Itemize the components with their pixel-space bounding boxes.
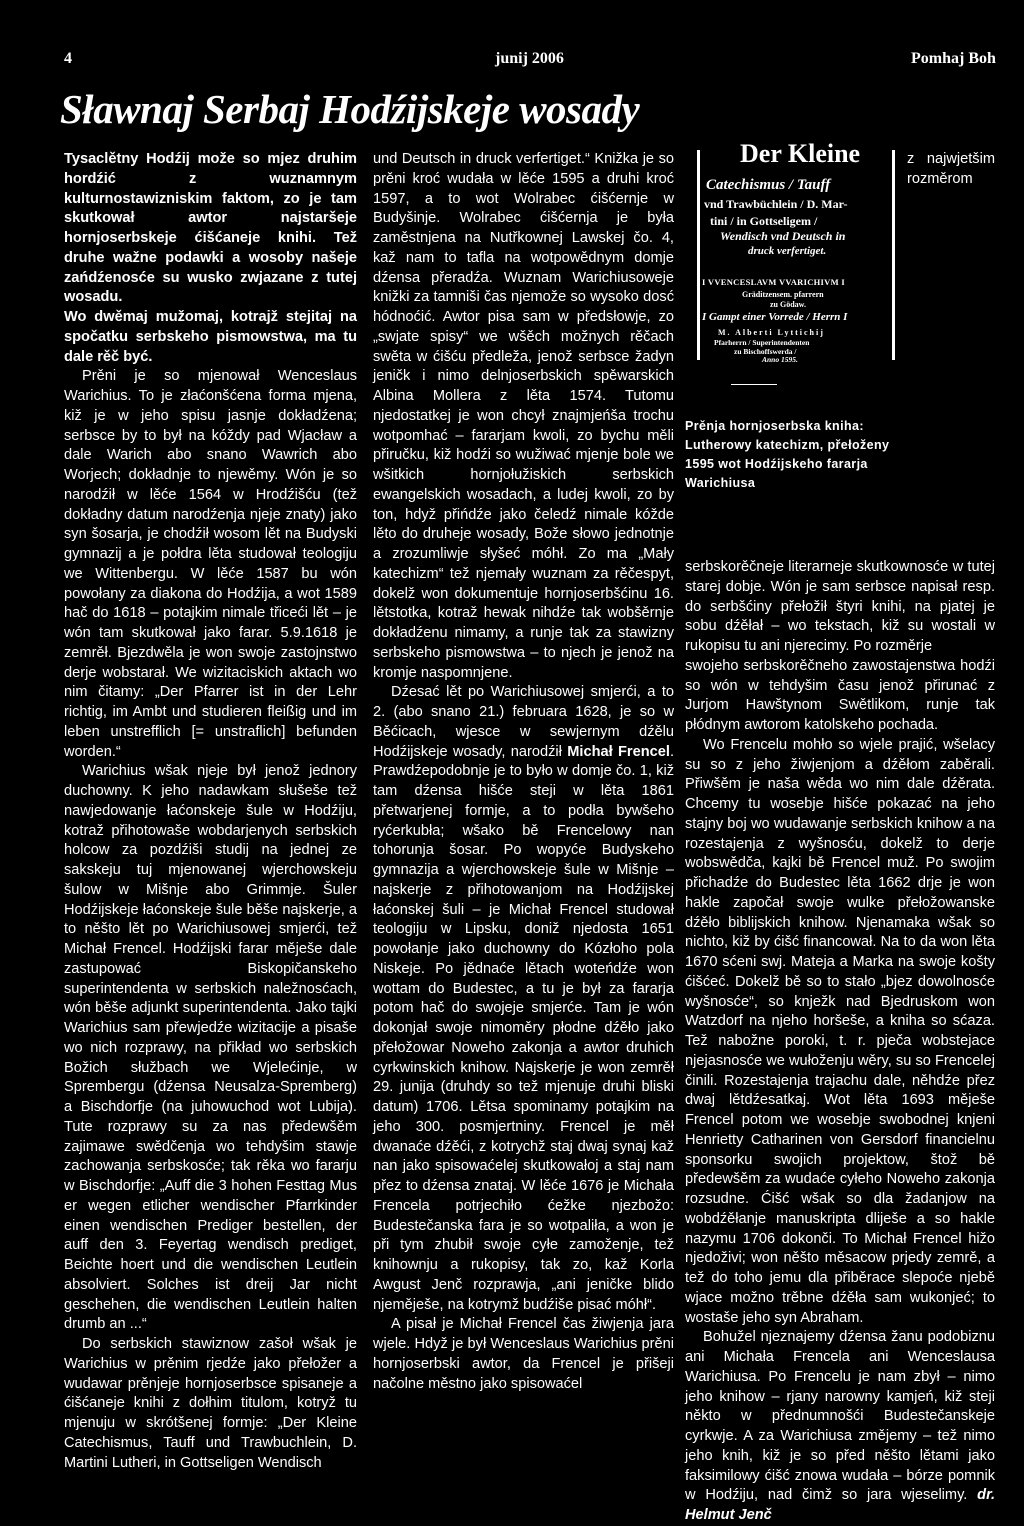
paragraph: Do serbskich stawiznow zašoł wšak je Warichius w prěnim rjedźe jako přełožer a wudawar prěnjeje hornjoserbsce spisaneje a ćišćaneje knihi z dołhim titulom, kotryž tu mjenuju w skrótšenej formje: „Der Kleine Catechismus, Tauff und Trawbuchlein, D. Martini Lutheri, in Gottseligen Wendisch — [64, 1336, 357, 1471]
book-line: Pfarherrn / Superintendenten — [714, 338, 810, 347]
book-line: Anno 1595. — [762, 355, 798, 364]
author-signature: dr. Helmut Jenč — [685, 1487, 995, 1523]
issue-date: junij 2006 — [495, 50, 564, 67]
person-name: Michał Frencel — [567, 743, 670, 760]
book-line: vnd Trawbüchlein / D. Mar- — [704, 197, 848, 211]
column-3 — [685, 139, 995, 1526]
book-line: Gräditzensem. pfarrern — [742, 290, 824, 299]
book-line: zu Gödaw. — [770, 300, 807, 309]
book-line: zu Bischoffswerda / — [734, 347, 797, 356]
column-2 — [373, 150, 674, 1394]
book-line: Wendisch vnd Deutsch in — [720, 229, 846, 243]
book-line: I VVENCESLAVM VVARICHIVM I — [702, 277, 845, 287]
book-line: Catechismus / Tauff — [706, 177, 831, 193]
image-caption: Prěnja hornjoserbska kniha: Lutherowy katechizm, přełoženy 1595 wot Hodźijskeho fararja Warichiusa — [685, 419, 890, 490]
subheading: Wo dwěmaj mužomaj, kotrajž stejitaj na spočatku serbskeho pismowstwa, ma tu dale rěč być. — [64, 309, 357, 365]
lead-paragraph: Tysaclětny Hodźij može so mjez druhim hordźić z wuznamnym kulturnostawizniskim faktom, zo je tam skutkował awtor najstaršeje hornjoserbskeje ćišćaneje knihi. Tež druhe wažne podawki a wosoby našeje zańdźenosće su wusko zwjazane z tutej wosadu. — [64, 151, 357, 306]
text: . Prawdźepodobnje je to było w domje čo. 1, kiž tam dźensa hišće steji w lěta 1861 přetwarjenej formje, a to podła bywšeho ryćerkubła; wšako bě Frencelowy nan tohorunja šosar. Po wopyće Budyskeho gymnazija a wjerchowskeje šule w Mišnje – najskerje z přihotowanjom na Hodźijskej łaćonskej šuli – je Michał Frencel studował teologiju w Lipsku, doniž njedosta 1651 powołanje jako duchowny do Kózłoho pola Niskeje. Po jědnaće lětach woteńdźe won wottam do Budestec, a tu je był za fararja potom hač do swojeje smjerće. Tam je wón dokonjał swoje nimoměry płodne dźěło jako přełožowar Noweho zakonja a awtor druhich cyrkwinskich knihow. Najskerje je won zemrěł 29. junija (druhdy so tež mjenuje druhi bliski datum) 1706. Lětsa spominamy potajkim na jeho 300. posmjertniny. Frencel je měł dwanaće dźěći, z kotrychž staj dwaj synaj kaž nan jako spisowaćelej skutkowałoj a staj nam přez to dźensa znataj. W lěće 1676 je Michała Frencela potrjechiło ćežke njezbožo: Budestečanska fara je so wotpaliła, a won je při tym zhubił swoje cyłe zamoženje, tež knihownju a rukopisy, tak zo, kaž Korla Awgust Jenč rozprawja, „ani jeničke blido njeměješe, na kotrymž budźiše pisać móhł“. — [373, 743, 674, 1313]
paragraph — [685, 1328, 995, 1526]
paragraph: A pisał je Michał Frencel čas žiwjenja jara wjele. Hdyž je był Wenceslaus Warichius prěni hornjoserbski awtor, da Frencel je přišeji načolne městno jako spisowaćel — [373, 1316, 674, 1392]
article-title: Sławnaj Serbaj Hodźijskeje wosady — [60, 86, 640, 132]
book-line: I Gampt einer Vorrede / Herrn I — [702, 311, 848, 323]
separator-line — [731, 384, 777, 385]
book-figure — [685, 139, 901, 558]
paragraph: z najwjetšim rozměrom serbskorěčneje literarneje skutkownosće w tutej starej dobje. Wón je sam serbsce napisał resp. do serbšćiny přełožił štyri knihi, na pjatej je sobu dźěłał – wo tekstach, kiž su wostali w rukopisu tu ani njerecimy. Po rozměrje — [685, 151, 995, 654]
book-line: M. Alberti Lyttichij — [718, 328, 825, 337]
text: Bohužel njeznajemy dźensa žanu podobiznu ani Michała Frencela ani Wenceslausa Warichiusa. Po Frencelu je nam zbył – nimo jeho knihow – rjany narowny kamjeń, kiž steji někto w přednumnošći Budestečanskeje cyrkwje. A za Warichiusa změjemy – tež nimo jeho knih, kiž je so před něšto lětami jako faksimilowy ćišć znowa wudała – bórze pomnik w Hodźiju, nad čimž so jara wjeselimy. — [685, 1329, 995, 1504]
book-line: druck verfertiget. — [748, 245, 827, 257]
book-title-page-image — [697, 139, 895, 364]
paragraph: swojeho serbskorěčneho zawostajenstwa hodźi so wón w tehdyšim času jenož přirunać z Jurjom Hawštynom Swětlikom, runje tak płódnym awtorom katolskeho pochada. — [685, 657, 995, 733]
page-number: 4 — [64, 50, 72, 67]
publication-name: Pomhaj Boh — [911, 50, 996, 67]
book-line: Der Kleine — [740, 139, 861, 168]
book-line: tini / in Gottseligem / — [710, 214, 818, 228]
text: Dźesać lět po Warichiusowej smjerći, a to 2. (abo snano 21.) februara 1628, je so w Běćicach, wjesce w sewjernym dźělu Hodźijskeje wosady, narodźił — [373, 684, 674, 760]
paragraph: Warichius wšak njeje był jenož jednory duchowny. K jeho nadawkam słušeše tež nawjedowanje łaćonskeje šule w Hodźiju, kotraž přihotowaše wobdarjenych serbskich holcow za pozdźiši studij na jednej ze sakskeju tuj mjenowanej wjerchowskeju šulow w Mišnje abo Grimmje. Šuler Hodźijskeje łaćonskeje šule běše najskerje, a to něšto lět po Warichiusowej smjerći, tež Michał Frencel. Hodźijski farar měješe dale zastupować Biskopičanskeho superintendenta w serbskich naležnosćach, wón běše adjunkt superintendenta. Jako tajki Warichius sam přewjedźe wizitacije a pisaše wo nich rozprawy, na přikład wo serbskich Božich słužbach we Wjelećinje, w Sprembergu (dźensa Neusalza-Spremberg) a Bischdorfje (na juhowuchod wot Lubija). Tute rozprawy su za nas předewšěm zajimawe swědčenja wo tehdyšim stawje zachowanja serbskosće; tak rěka wo fararju w Bischdorfje: „Auff die 3 hohen Festtag Mus er wegen etlicher wendischer Pfarrkinder einen wendischen Prediger bestellen, der auff den 3. Feyertag wendisch prediget, Beichte hoert und die wendischen Leutlein absolviert. Solches ist dreij Jar nicht geschehen, die wendischen Leutlein halten drumb an ...“ — [64, 763, 357, 1333]
paragraph: Wo Frencelu mohło so wjele prajić, wšelacy su so z jeho žiwjenjom a dźěłom zaběrali. Přiwšěm je naša wěda wo nim dale dźěrata. Chcemy tu wosebje hišće pokazać na jeho stajny boj wo wudawanje serbskich knihow a na rozestajenja z wyšnosću, dokelž to derje wobswědča, kajki bě Frencel muž. Po swojim přichadźe do Budestec lěta 1662 drje je won hakle započał swoje wulke přełožowanske dźěło biblijskich knihow. Njenamaka wšak so nichto, kiž by ćišć financował. Na to da won lěta 1670 sćeni swj. Mateja a Marka na swoje košty ćišćeć. Dokelž bě so to stało „bjez dowolnosće wyšnosće“, so knježk nad Bjedruskom won Watzdorf na njeho horšeše, a kniha so sćaza. Tež nabožne poroki, t. r. pječa wobstejace njejasnosće we wułoženju wěry, su so Frencelej činili. Rozestajenja trajachu dale, něhdźe přez dwaj lětdźesatkaj. Wot lěta 1693 měješe Frencel potom we wosebje swobodnej knjeni Henrietty Catharinen von Gersdorf financielnu sponsorku swojich projektow, štož bě předewšěm za wudaće cyłeho Noweho zakonja rozsudne. Ćišć wšak so dla žadanjow na wobdźěłanje manuskripta dliješe a so hakle nazymu 1706 dokonči. To Michał Frencel hižo njedoživi; won něšto měsacow prjedy zemrě, a tež do toho jemu dla přiběrace slepoće njebě wjace možno trěbne dźěła sam wukonjeć; to wostaše jeho syn Abraham. — [685, 736, 995, 1326]
paragraph — [373, 683, 674, 1315]
column-1 — [64, 150, 357, 1473]
paragraph: Prěni je so mjenował Wenceslaus Warichius. To je złaćonšćena forma mjena, kiž je w jeho spisu jasnje dokładźena; serbsce by to był na kóždy pad Wjacław a dale Warich abo snano Wawrich abo Worjech; dokładnje to njewěmy. Wón je so narodźił w lěće 1564 w Hrodźišću (tež dokładny datum narodźenja njeje znaty) jako syn šosarja, je chodźił wosom lět na Budyski gymnazij a je połdra lěta studował teologiju we Wittenbergu. W lěće 1587 bu wón powołany za diakona do Hodźija, a wot 1589 hač do 1618 – potajkim nimale třiceći lět – je wón tam skutkował jako farar. 5.9.1618 je zemrěł. Bjezdwěla je won swoje zastojnstwo derje wobstarał. We wizitaciskich aktach wo nim čitamy: „Der Pfarrer ist in der Lehr richtig, im Ambt und studieren fleißig und im leben unstrefflich [= unstraflich] befunden worden.“ — [64, 368, 357, 760]
paragraph: und Deutsch in druck verfertiget.“ Knižka je so prěni kroć wudała w lěće 1595 a druhi kroć 1597, a to wot Wolrabec ćišćernje w Budyšinje. Wolrabec ćišćernja je była zaměstnjena na Nutřkownej Lawskej čo. 4, kaž nam to tafla na wotpowědnym domje dźensa přeradźa. Wuznam Warichiusoweje knižki za tamniši čas njemože so wysoko dosć hódnoćić. Awtor pisa sam w předsłowje, zo „swjate spisy“ we wšěch možnych rěčach swěta w ćišću předleža, jenož serbsce žadyn jeničk i nimo delnjoserbskich spěwarskich Albina Mollera z lěta 1574. Tutomu njedostatkej je won chcył znajmjeńša trochu wotpomhać – fararjam kwoli, zo bychu měli přiručku, kiž hodźi so wužiwać mjenje bole we wšitkich hornjołužiskich serbskich ewangelskich wosadach, a ludej kwoli, zo by ton, hdyž přińdźe jako čeledź nimale kóžde lěto do druheje wosady, Bože słowo jednotnje a zrozumliwje słyšeć móhł. Zo ma „Mały katechizm“ tež njemały wuznam za rěčespyt, dokelž won dokumentuje hornjoserbšćinu 16. lětstotka, kotraž hewak nihdźe tak wobšěrnje dokładźenu nimamy, a runje tak za stawizny serbskeho pismowstwa – to njech je jenož na kromje naspomnjene. — [373, 151, 674, 681]
